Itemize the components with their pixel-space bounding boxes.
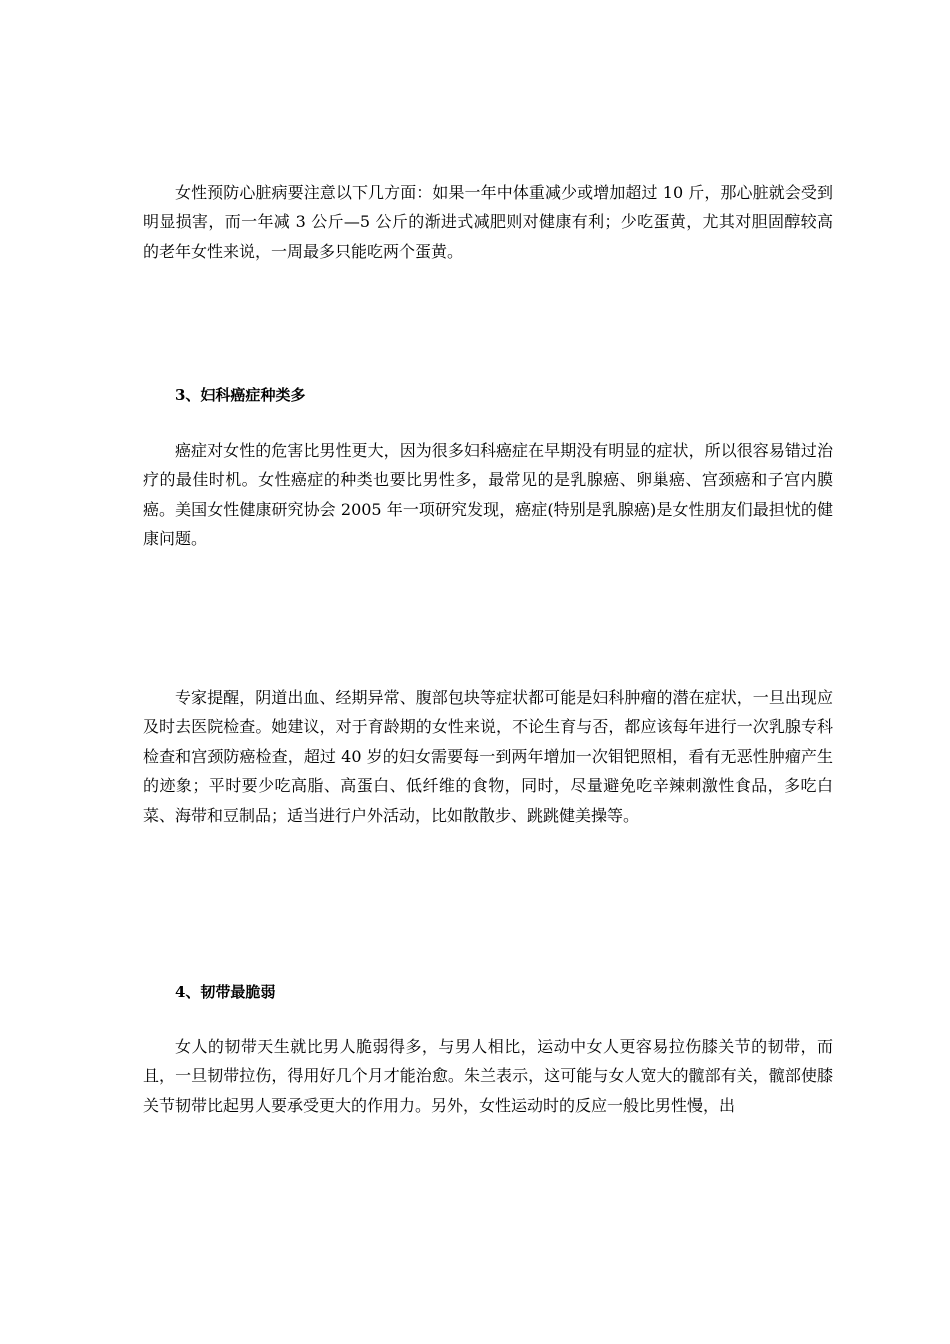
paragraph-expert-advice: 专家提醒，阴道出血、经期异常、腹部包块等症状都可能是妇科肿瘤的潜在症状，一旦出现应及时去医院检查。她建议，对于育龄期的女性来说，不论生育与否，都应该每年进行一次乳腺专科检查和宫颈防癌检查，超过 40 岁的妇女需要每一到两年增加一次钼钯照相，看有无恶性肿瘤产生的迹象；平时要少吃高脂、高蛋白、低纤维的食物，同时，尽量避免吃辛辣刺激性食品，多吃白菜、海带和豆制品；适当进行户外活动，比如散散步、跳跳健美操等。 <box>143 688 833 825</box>
paragraph-cancer-risk: 癌症对女性的危害比男性更大，因为很多妇科癌症在早期没有明显的症状，所以很容易错过治疗的最佳时机。女性癌症的种类也要比男性多，最常见的是乳腺癌、卵巢癌、宫颈癌和子宫内膜癌。美国女性健康研究协会 2005 年一项研究发现，癌症(特别是乳腺癌)是女性朋友们最担忧的健康问题。 <box>143 441 833 549</box>
paragraph-ligament-weakness: 女人的韧带天生就比男人脆弱得多，与男人相比，运动中女人更容易拉伤膝关节的韧带，而且，一旦韧带拉伤，得用好几个月才能治愈。朱兰表示，这可能与女人宽大的髋部有关，髋部使膝关节韧带比起男人要承受更大的作用力。另外，女性运动时的反应一般比男性慢，出 <box>143 1037 833 1115</box>
section-heading-ligaments: 4、韧带最脆弱 <box>175 983 276 1001</box>
section-heading-gynecologic-cancer: 3、妇科癌症种类多 <box>175 386 306 404</box>
paragraph-heart-disease-prevention: 女性预防心脏病要注意以下几方面：如果一年中体重减少或增加超过 10 斤，那心脏就会受到明显损害，而一年减 3 公斤—5 公斤的渐进式减肥则对健康有利；少吃蛋黄，尤其对胆固醇较高的老年女性来说，一周最多只能吃两个蛋黄。 <box>143 183 833 261</box>
